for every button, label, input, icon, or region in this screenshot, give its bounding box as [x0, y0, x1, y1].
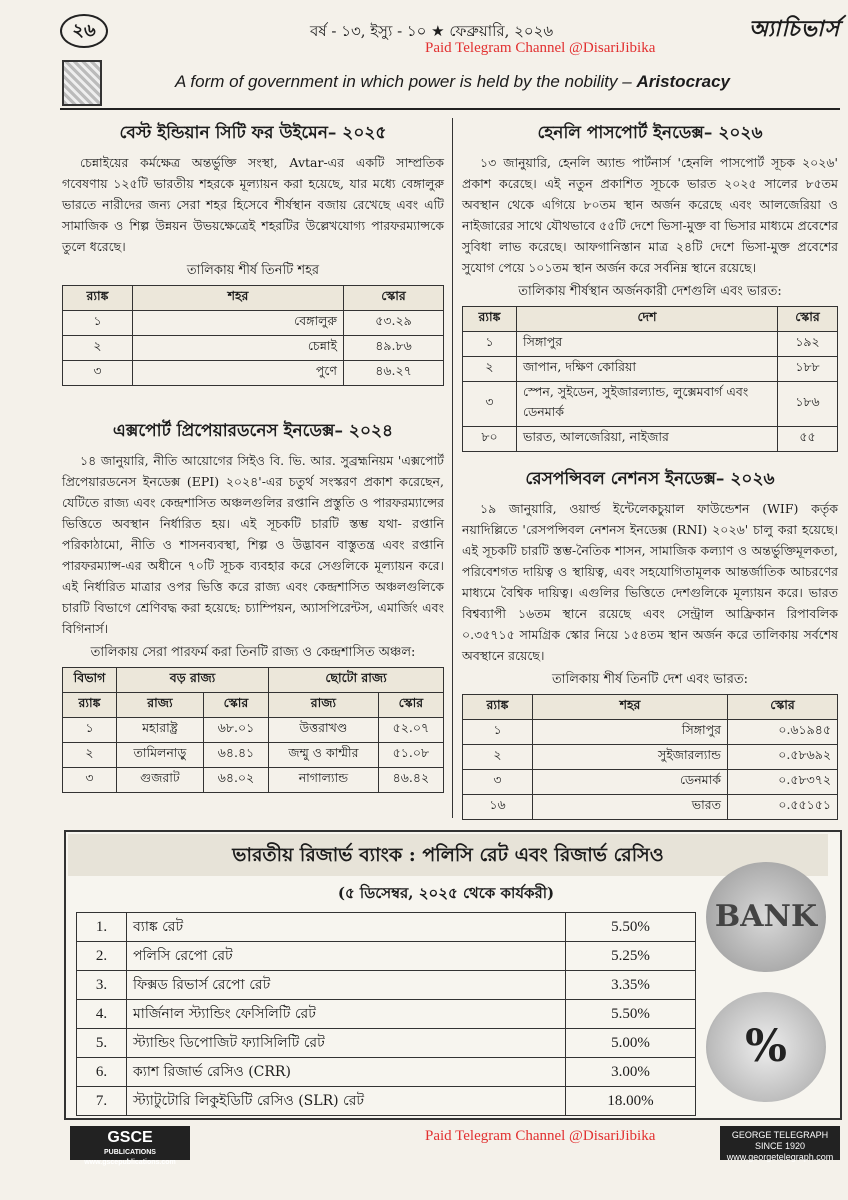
rbi-rates-box: [64, 830, 842, 1120]
score-cell: ৫২.০৭: [378, 718, 443, 743]
row-index: 5.: [77, 1029, 127, 1058]
row-index: 3.: [77, 971, 127, 1000]
state-cell: জম্মু ও কাশ্মীর: [269, 743, 379, 768]
score-cell: ১৯২: [778, 332, 838, 357]
watermark-top: Paid Telegram Channel @DisariJibika: [425, 40, 656, 56]
group-header: বড় রাজ্য: [117, 668, 269, 693]
rate-name: ব্যাঙ্ক রেট: [127, 913, 566, 942]
country-cell: ভারত: [533, 795, 728, 820]
score-cell: ০.৫৫১৫১: [728, 795, 838, 820]
article-body: চেন্নাইয়ের কর্মক্ষেত্র অন্তর্ভুক্তি সংস্থা, Avtar-এর একটি সাম্প্রতিক গবেষণায় ১২৫টি ভারতীয় শহরকে মূল্যায়ন করা হয়েছে, যার মধ্যে বেঙ্গালুরু ভারতে নারীদের জন্য সেরা শহর হিসেবে শীর্ষস্থান বজায় রেখেছে এবং এটি সামাজিক ও শিল্প উন্নয়ন উভয়ক্ষেত্রেই শহরটির উল্লেখযোগ্য পারফরম্যান্সকে তুলে ধরেছে।: [62, 155, 444, 254]
building-icon: [62, 60, 102, 106]
epi-table: [62, 667, 444, 793]
definition-term: Aristocracy: [636, 72, 731, 91]
table-row: [77, 1087, 696, 1116]
geo-since: SINCE 1920: [754, 1141, 806, 1151]
article-body: ১৪ জানুয়ারি, নীতি আয়োগের সিইও বি. ভি. আর. সুব্রহ্মনিয়ম 'এক্সপোর্ট প্রিপেয়ারডনেস ইনডেক্স (EPI) ২০২৪'-এর চতুর্থ সংস্করণ প্রকাশ করেছেন, যেটিতে রাজ্য এবং কেন্দ্রশাসিত অঞ্চলগুলির রপ্তানি প্রস্তুতি ও পারফরম্যান্সের ভিত্তিতে অবস্থান নির্ধারিত হয়। এই সূচকটি চারটি স্তম্ভ যথা- রপ্তানি পরিকাঠামো, নীতি ও শাসনব্যবস্থা, শিল্প ও উদ্ভাবন বাস্তুতন্ত্র এবং রপ্তানি পারফরম্যান্স-এর অধীনে ৭০টি সূচক ব্যবহার করে সেগুলিকে মূল্যায়ন করে। এই নির্ধারিত মাত্রার ওপর ভিত্তি করে রাজ্য এবং কেন্দ্রশাসিত অঞ্চলগুলিকে চারটি বিভাগে শ্রেণিবদ্ধ করা হয়েছে: চ্যাম্পিয়ন, অ্যাসপিরেন্টস, এমার্জিং এবং বিগিনার্স।: [62, 453, 444, 636]
george-telegraph-logo: [720, 1126, 840, 1160]
table-row: [463, 745, 838, 770]
page-number: ২৬: [60, 14, 108, 48]
rate-name: ক্যাশ রিজার্ভ রেসিও (CRR): [127, 1058, 566, 1087]
rate-value: 18.00%: [566, 1087, 696, 1116]
article-women-city: [62, 120, 444, 386]
geo-brand: GEORGE TELEGRAPH: [731, 1130, 829, 1140]
col-header: রাজ্য: [269, 693, 379, 718]
state-cell: মহারাষ্ট্র: [117, 718, 204, 743]
table-row: [63, 718, 444, 743]
state-cell: নাগাল্যান্ড: [269, 768, 379, 793]
rank-cell: ২: [63, 336, 133, 361]
geo-url: www.georgetelegraph.com: [726, 1152, 834, 1162]
gsce-sub: PUBLICATIONS: [104, 1149, 156, 1156]
score-cell: ৫১.০৮: [378, 743, 443, 768]
state-cell: গুজরাট: [117, 768, 204, 793]
table-row: [63, 311, 444, 336]
header-rule: [60, 108, 840, 110]
score-cell: ০.৫৮৩৭২: [728, 770, 838, 795]
col-header: দেশ: [517, 307, 778, 332]
table-row: [77, 1058, 696, 1087]
table-caption: তালিকায় শীর্ষস্থান অর্জনকারী দেশগুলি এবং ভারত:: [518, 284, 782, 299]
passport-table: [462, 306, 838, 452]
rank-cell: ১৬: [463, 795, 533, 820]
col-header: রাজ্য: [117, 693, 204, 718]
table-caption: তালিকায় শীর্ষ তিনটি দেশ এবং ভারত:: [552, 672, 748, 687]
gsce-brand: GSCE: [107, 1129, 153, 1146]
rank-cell: ১: [63, 718, 117, 743]
score-cell: ০.৬১৯৪৫: [728, 720, 838, 745]
rank-cell: ২: [463, 745, 533, 770]
rate-value: 3.00%: [566, 1058, 696, 1087]
page-footer: [70, 1126, 840, 1166]
rbi-title: ভারতীয় রিজার্ভ ব্যাংক : পলিসি রেট এবং রিজার্ভ রেসিও: [68, 834, 828, 876]
country-cell: সুইজারল্যান্ড: [533, 745, 728, 770]
table-row: [77, 942, 696, 971]
score-cell: ৬৪.৪১: [203, 743, 268, 768]
score-cell: ৪৯.৮৬: [344, 336, 444, 361]
row-index: 2.: [77, 942, 127, 971]
definition-text: A form of government in which power is held by the nobility –: [175, 72, 632, 91]
table-row: [63, 768, 444, 793]
rank-cell: ২: [63, 743, 117, 768]
rank-cell: ১: [463, 720, 533, 745]
magazine-logo: অ্যাচিভার্স: [748, 16, 840, 42]
women-city-table: [62, 285, 444, 386]
article-body: ১৩ জানুয়ারি, হেনলি অ্যান্ড পার্টনার্স 'হেনলি পাসপোর্ট সূচক ২০২৬' প্রকাশ করেছে। এই নতুন প্রকাশিত সূচকে ভারত ২০২৫ সালের ৮৫তম অবস্থান থেকে এগিয়ে ৮০তম স্থান অর্জন করেছে এবং আলজেরিয়া ও নাইজারের সাথে যৌথভাবে ৫৫টি দেশে ভিসা-মুক্ত বা ভিসার মাধ্যমে প্রবেশের সুবিধা লাভ করেছে। আফগানিস্তান মাত্র ২৪টি দেশে ভিসা-মুক্ত প্রবেশের সুযোগ পেয়ে ১০১তম স্থান অর্জন করে সর্বনিম্ন স্থানে রয়েছে।: [462, 155, 838, 275]
col-header: র‍্যাঙ্ক: [63, 286, 133, 311]
country-cell: ডেনমার্ক: [533, 770, 728, 795]
score-cell: ৫৩.২৯: [344, 311, 444, 336]
score-cell: ১৮৮: [778, 357, 838, 382]
rbi-rates-table: [76, 912, 696, 1116]
table-row: [463, 332, 838, 357]
rate-name: স্ট্যাটুটোরি লিকুইডিটি রেসিও (SLR) রেট: [127, 1087, 566, 1116]
col-header: শহর: [133, 286, 344, 311]
table-row: [63, 743, 444, 768]
table-row: [77, 1029, 696, 1058]
rank-cell: ১: [63, 311, 133, 336]
city-cell: পুণে: [133, 361, 344, 386]
issue-info: বর্ষ - ১৩, ইস্যু - ১০ ★ ফেব্রুয়ারি, ২০২৬: [310, 22, 554, 40]
bank-icon: BANK: [706, 862, 826, 972]
article-title: বেস্ট ইন্ডিয়ান সিটি ফর উইমেন– ২০২৫: [119, 123, 387, 143]
article-passport-index: [462, 120, 838, 452]
rate-name: মার্জিনাল স্ট্যান্ডিং ফেসিলিটি রেট: [127, 1000, 566, 1029]
watermark-bottom: Paid Telegram Channel @DisariJibika: [425, 1128, 656, 1144]
group-header: ছোটো রাজ্য: [269, 668, 444, 693]
table-row: [463, 795, 838, 820]
score-cell: ৫৫: [778, 427, 838, 452]
percent-growth-icon: %: [706, 992, 826, 1102]
country-cell: স্পেন, সুইডেন, সুইজারল্যান্ড, লুক্সেমবার্গ এবং ডেনমার্ক: [517, 382, 778, 427]
col-header: স্কোর: [778, 307, 838, 332]
rate-value: 5.50%: [566, 1000, 696, 1029]
rank-cell: ২: [463, 357, 517, 382]
group-header: বিভাগ: [63, 668, 117, 693]
col-header: র‍্যাঙ্ক: [463, 307, 517, 332]
row-index: 6.: [77, 1058, 127, 1087]
country-cell: ভারত, আলজেরিয়া, নাইজার: [517, 427, 778, 452]
definition-line: [175, 72, 730, 92]
city-cell: চেন্নাই: [133, 336, 344, 361]
table-caption: তালিকায় সেরা পারফর্ম করা তিনটি রাজ্য ও কেন্দ্রশাসিত অঞ্চল:: [90, 645, 416, 660]
rate-value: 5.25%: [566, 942, 696, 971]
table-row: [463, 357, 838, 382]
gsce-logo: [70, 1126, 190, 1166]
row-index: 4.: [77, 1000, 127, 1029]
column-divider: [452, 118, 453, 818]
score-cell: ৪৬.৪২: [378, 768, 443, 793]
table-row: [463, 427, 838, 452]
col-header: স্কোর: [203, 693, 268, 718]
table-row: [77, 913, 696, 942]
rate-name: স্ট্যান্ডিং ডিপোজিট ফ্যাসিলিটি রেট: [127, 1029, 566, 1058]
rate-name: পলিসি রেপো রেট: [127, 942, 566, 971]
country-cell: সিঙ্গাপুর: [533, 720, 728, 745]
rni-table: [462, 694, 838, 820]
article-body: ১৯ জানুয়ারি, ওয়ার্ল্ড ইন্টেলেকচুয়াল ফাউন্ডেশন (WIF) কর্তৃক নয়াদিল্লিতে 'রেসপন্সিবল নেশনস ইনডেক্স (RNI) ২০২৬' চালু করা হয়েছে। এই সূচকটি চারটি স্তম্ভ-নৈতিক শাসন, সামাজিক কল্যাণ ও অন্তর্ভুক্তিমূলকতা, পরিবেশগত দায়িত্ব ও স্থায়িত্ব, এবং সহযোগিতামূলক আন্তর্জাতিক আচরণের মাধ্যমে বৈশ্বিক দায়িত্ব। এগুলির ভিত্তিতে দেশগুলিকে মূল্যায়ন করে। ভারত বিশ্বব্যাপী ১৬তম স্থানে রয়েছে এবং সেন্ট্রাল আফ্রিকান রিপাবলিক ০.৩৫৭১৫ সামগ্রিক স্কোর নিয়ে ১৫৪তম স্থান অর্জন করে তালিকায় সর্বশেষ অবস্থানে রয়েছে।: [462, 501, 838, 663]
article-responsible-nations: [462, 466, 838, 820]
score-cell: ৬৪.০২: [203, 768, 268, 793]
rbi-subtitle: (৫ ডিসেম্বর, ২০২৫ থেকে কার্যকরী): [337, 884, 555, 902]
article-title: হেনলি পাসপোর্ট ইনডেক্স– ২০২৬: [537, 123, 763, 143]
country-cell: সিঙ্গাপুর: [517, 332, 778, 357]
city-cell: বেঙ্গালুরু: [133, 311, 344, 336]
article-export-index: [62, 418, 444, 793]
col-header: স্কোর: [378, 693, 443, 718]
article-title: এক্সপোর্ট প্রিপেয়ারডনেস ইনডেক্স– ২০২৪: [112, 421, 394, 441]
rank-cell: ৩: [63, 361, 133, 386]
table-caption: তালিকায় শীর্ষ তিনটি শহর: [186, 263, 320, 278]
col-header: র‍্যাঙ্ক: [63, 693, 117, 718]
score-cell: ১৮৬: [778, 382, 838, 427]
gsce-url: www.gscepublications.com: [84, 1159, 176, 1166]
col-header: স্কোর: [728, 695, 838, 720]
state-cell: তামিলনাড়ু: [117, 743, 204, 768]
rate-value: 5.00%: [566, 1029, 696, 1058]
state-cell: উত্তরাখণ্ড: [269, 718, 379, 743]
table-row: [77, 971, 696, 1000]
rank-cell: ৩: [63, 768, 117, 793]
country-cell: জাপান, দক্ষিণ কোরিয়া: [517, 357, 778, 382]
score-cell: ৬৮.০১: [203, 718, 268, 743]
col-header: শহর: [533, 695, 728, 720]
row-index: 1.: [77, 913, 127, 942]
score-cell: ০.৫৮৬৯২: [728, 745, 838, 770]
table-row: [463, 382, 838, 427]
rank-cell: ১: [463, 332, 517, 357]
score-cell: ৪৬.২৭: [344, 361, 444, 386]
table-row: [77, 1000, 696, 1029]
rate-value: 5.50%: [566, 913, 696, 942]
row-index: 7.: [77, 1087, 127, 1116]
table-row: [463, 770, 838, 795]
rank-cell: ৩: [463, 382, 517, 427]
col-header: র‍্যাঙ্ক: [463, 695, 533, 720]
table-row: [63, 336, 444, 361]
table-row: [63, 361, 444, 386]
col-header: স্কোর: [344, 286, 444, 311]
rank-cell: ৩: [463, 770, 533, 795]
article-title: রেসপন্সিবল নেশনস ইনডেক্স– ২০২৬: [525, 469, 775, 489]
rank-cell: ৮০: [463, 427, 517, 452]
rate-value: 3.35%: [566, 971, 696, 1000]
rate-name: ফিক্সড রিভার্স রেপো রেট: [127, 971, 566, 1000]
table-row: [463, 720, 838, 745]
